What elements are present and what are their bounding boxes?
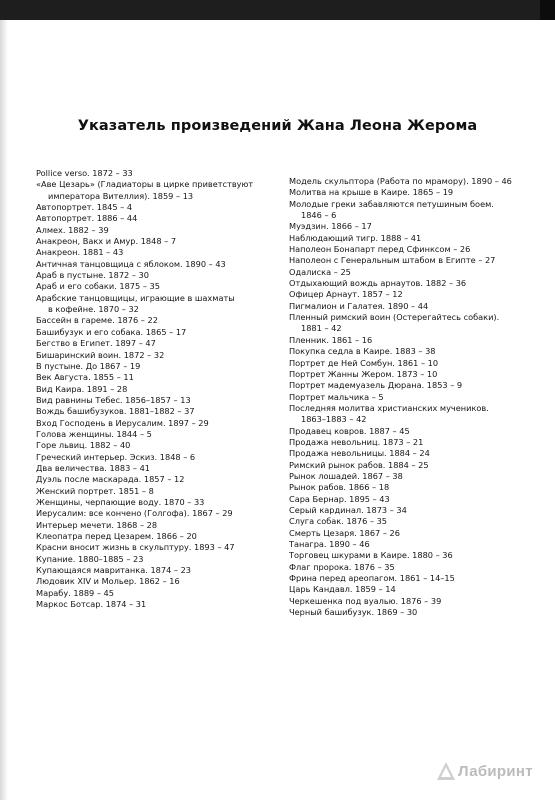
- labirint-watermark: [436, 761, 533, 781]
- index-entry-text: Отдыхающий вождь арнаутов. 1882 – 36: [289, 278, 467, 289]
- index-entry-text: Рынок рабов. 1866 – 18: [289, 482, 390, 493]
- index-entry-text: Рынок лошадей. 1867 – 38: [289, 470, 403, 481]
- index-entry-text: Продажа невольниц. 1873 – 21: [289, 436, 424, 447]
- index-entry-text: Бассейн в гареме. 1876 – 22: [36, 315, 158, 326]
- index-entry-text: Портрет Жанны Жером. 1873 – 10: [289, 368, 438, 379]
- index-entry: [289, 380, 539, 391]
- index-entry: [289, 392, 539, 403]
- index-entry: [289, 573, 539, 584]
- index-entry: [289, 289, 539, 300]
- index-entry-text: Муэдзин. 1866 – 17: [289, 221, 372, 232]
- index-entry-text: Смерть Цезаря. 1867 – 26: [289, 527, 400, 538]
- index-entry-text: Клеопатра перед Цезарем. 1866 – 20: [36, 531, 197, 541]
- index-entry-text: Два величества. 1883 – 41: [36, 462, 151, 473]
- index-entry-text: Купание. 1880–1885 – 23: [36, 553, 144, 564]
- index-entry: [289, 244, 539, 255]
- index-entry: [289, 301, 539, 312]
- index-entry: [289, 312, 539, 335]
- index-entry-text: Модель скульптора (Работа по мрамору). 1890 – 46: [289, 176, 512, 186]
- index-entry-text: Одалиска – 25: [289, 266, 351, 277]
- index-entry-text: Последняя молитва христианских мучеников.: [289, 402, 489, 413]
- index-entry: [36, 179, 276, 202]
- index-entry-text: Горе львиц. 1882 – 40: [36, 440, 131, 451]
- index-entry: [36, 372, 276, 383]
- index-entry: [36, 247, 276, 258]
- index-entry-text: Флаг пророка. 1876 – 35: [289, 561, 395, 572]
- index-entry: [36, 531, 276, 542]
- index-entry: [36, 384, 276, 395]
- index-entry-text: Портрет де Ней Сомбун. 1861 – 10: [289, 357, 439, 368]
- index-entry-text: Арабские танцовщицы, играющие в шахматы: [36, 292, 235, 303]
- index-entry: [289, 516, 539, 527]
- index-entry: [36, 463, 276, 474]
- index-entry-text: Бегство в Египет. 1897 – 47: [36, 338, 156, 349]
- index-entry-text: Голова женщины. 1844 – 5: [36, 428, 152, 439]
- index-entry-text: Греческий интерьер. Эскиз. 1848 – 6: [36, 451, 196, 462]
- page-binding-shadow: [0, 20, 8, 800]
- index-entry: [36, 281, 276, 292]
- index-entry: [289, 233, 539, 244]
- index-entry: [36, 542, 276, 553]
- index-entry-text: Марабу. 1889 – 45: [36, 587, 114, 598]
- index-entry-text: Пленный римский воин (Остерегайтесь собаки).: [289, 312, 500, 323]
- index-entry: [36, 599, 276, 610]
- index-entry: [36, 225, 276, 236]
- index-entry: [36, 588, 276, 599]
- index-entry: [36, 202, 276, 213]
- index-entry-text: Pollice verso. 1872 – 33: [36, 168, 133, 178]
- index-entry: [289, 596, 539, 607]
- index-entry: [36, 168, 276, 179]
- index-entry: [36, 486, 276, 497]
- top-dark-strip: [0, 0, 555, 20]
- index-entry-text: Слуга собак. 1876 – 35: [289, 516, 387, 527]
- index-entry-text: Пленник. 1861 – 16: [289, 334, 373, 345]
- index-entry-continuation: в кофейне. 1870 – 32: [48, 304, 139, 315]
- index-column-left: [36, 168, 276, 610]
- index-entry-text: Бишаринский воин. 1872 – 32: [36, 349, 165, 360]
- index-entry-text: Серый кардинал. 1873 – 34: [289, 504, 407, 515]
- index-entry: [36, 508, 276, 519]
- index-entry: [36, 565, 276, 576]
- index-entry: [289, 346, 539, 357]
- index-entry-text: Танагра. 1890 – 46: [289, 539, 370, 549]
- index-entry-text: Иерусалим: все кончено (Голгофа). 1867 – 29: [36, 508, 233, 519]
- index-entry: [289, 426, 539, 437]
- index-entry: [36, 452, 276, 463]
- index-entry-text: Наполеон Бонапарт перед Сфинксом – 26: [289, 244, 471, 255]
- index-entry: [289, 528, 539, 539]
- top-dark-strip-edge: [540, 0, 555, 20]
- index-entry: [36, 440, 276, 451]
- index-entry-text: Молитва на крыше в Каире. 1865 – 19: [289, 187, 454, 198]
- index-entry-text: Римский рынок рабов. 1884 – 25: [289, 459, 429, 470]
- index-entry: [36, 293, 276, 316]
- index-entry: [36, 350, 276, 361]
- index-entry: [289, 403, 539, 426]
- index-entry-continuation: 1863–1883 – 42: [301, 414, 367, 425]
- index-entry-text: Продавец ковров. 1887 – 45: [289, 425, 410, 436]
- index-entry: [36, 236, 276, 247]
- index-entry-text: Пигмалион и Галатея. 1890 – 44: [289, 300, 429, 311]
- labirint-logo-icon: [436, 761, 456, 781]
- index-entry: [289, 369, 539, 380]
- index-entry-text: Покупка седла в Каире. 1883 – 38: [289, 346, 436, 357]
- index-entry-text: Вход Господень в Иерусалим. 1897 – 29: [36, 417, 209, 428]
- index-entry-text: Век Августа. 1855 – 11: [36, 372, 134, 383]
- index-entry-text: В пустыне. До 1867 – 19: [36, 360, 141, 371]
- index-entry: [36, 520, 276, 531]
- index-entry-text: Алмех. 1882 – 39: [36, 224, 109, 235]
- index-entry-text: Женщины, черпающие воду. 1870 – 33: [36, 496, 205, 507]
- index-entry-text: Вид Каира. 1891 – 28: [36, 383, 128, 394]
- index-entry: [36, 429, 276, 440]
- index-entry: [36, 259, 276, 270]
- index-entry: [36, 315, 276, 326]
- index-entry-text: Интерьер мечети. 1868 – 28: [36, 519, 158, 530]
- index-entry: [36, 338, 276, 349]
- index-entry: [289, 255, 539, 266]
- index-column-right: [289, 176, 539, 618]
- index-entry-text: Фрина перед ареопагом. 1861 – 14–15: [289, 573, 455, 584]
- index-entry: [289, 176, 539, 187]
- index-entry: [289, 199, 539, 222]
- index-entry-text: Продажа невольницы. 1884 – 24: [289, 448, 430, 459]
- index-entry: [289, 550, 539, 561]
- index-entry: [289, 267, 539, 278]
- index-entry-text: Автопортрет. 1886 – 44: [36, 213, 138, 224]
- index-entry-text: Маркос Ботсар. 1874 – 31: [36, 599, 147, 610]
- index-entry-text: Автопортрет. 1845 – 4: [36, 202, 133, 213]
- page-title: Указатель произведений Жана Леона Жерома: [77, 118, 478, 134]
- index-entry-text: Вид равнины Тебес. 1856–1857 – 13: [36, 394, 191, 405]
- index-entry: [36, 474, 276, 485]
- index-entry-text: Торговец шкурами в Каире. 1880 – 36: [289, 550, 453, 561]
- index-entry: [36, 406, 276, 417]
- index-entry-text: Анакреон, Вакх и Амур. 1848 – 7: [36, 236, 177, 247]
- index-entry: [36, 554, 276, 565]
- index-entry-text: Офицер Арнаут. 1857 – 12: [289, 289, 403, 300]
- index-entry-continuation: 1846 – 6: [301, 210, 337, 221]
- index-entry: [289, 539, 539, 550]
- index-entry: [289, 471, 539, 482]
- index-entry-text: Молодые греки забавляются петушиным боем.: [289, 198, 494, 209]
- index-entry: [36, 576, 276, 587]
- index-entry-text: Портрет мадемуазель Дюрана. 1853 – 9: [289, 380, 463, 391]
- index-entry-text: Купающаяся мавританка. 1874 – 23: [36, 565, 192, 576]
- index-entry: [36, 361, 276, 372]
- index-entry-text: Черкешенка под вуалью. 1876 – 39: [289, 595, 442, 606]
- index-entry-text: Портрет мальчика – 5: [289, 391, 384, 402]
- index-entry-continuation: 1881 – 42: [301, 323, 342, 334]
- index-entry: [289, 482, 539, 493]
- index-entry: [36, 418, 276, 429]
- index-entry-text: Башибузук и его собака. 1865 – 17: [36, 326, 187, 337]
- index-entry: [36, 497, 276, 508]
- index-entry-text: Сара Бернар. 1895 – 43: [289, 493, 390, 504]
- index-entry: [289, 278, 539, 289]
- index-entry: [289, 358, 539, 369]
- index-entry-text: «Аве Цезарь» (Гладиаторы в цирке приветствуют: [36, 179, 254, 190]
- index-entry: [289, 584, 539, 595]
- index-entry: [289, 221, 539, 232]
- index-entry-text: Наблюдающий тигр. 1888 – 41: [289, 232, 422, 243]
- index-entry: [36, 270, 276, 281]
- index-entry: [289, 562, 539, 573]
- index-entry-text: Араб в пустыне. 1872 – 30: [36, 270, 149, 281]
- index-entry: [289, 335, 539, 346]
- index-entry-text: Красни вносит жизнь в скульптуру. 1893 – 47: [36, 542, 235, 553]
- index-entry: [289, 437, 539, 448]
- index-entry: [289, 505, 539, 516]
- index-entry-text: Античная танцовщица с яблоком. 1890 – 43: [36, 258, 226, 269]
- index-entry: [289, 187, 539, 198]
- index-entry: [36, 395, 276, 406]
- index-entry-text: Людовик XIV и Мольер. 1862 – 16: [36, 576, 180, 587]
- index-entry-continuation: императора Вителлия). 1859 – 13: [48, 190, 194, 201]
- index-entry-text: Черный башибузук. 1869 – 30: [289, 607, 418, 618]
- watermark-text: Лабиринт: [458, 762, 533, 780]
- index-entry-text: Женский портрет. 1851 – 8: [36, 485, 154, 496]
- index-entry: [289, 448, 539, 459]
- index-entry-text: Анакреон. 1881 – 43: [36, 247, 124, 258]
- index-entry-text: Вождь башибузуков. 1881–1882 – 37: [36, 406, 195, 417]
- index-entry-text: Дуэль после маскарада. 1857 – 12: [36, 474, 185, 485]
- index-entry: [289, 460, 539, 471]
- index-entry: [289, 494, 539, 505]
- index-entry: [36, 213, 276, 224]
- index-entry-text: Араб и его собаки. 1875 – 35: [36, 281, 160, 292]
- index-entry: [289, 607, 539, 618]
- index-entry-text: Наполеон с Генеральным штабом в Египте – 27: [289, 255, 496, 266]
- index-entry: [36, 327, 276, 338]
- index-entry-text: Царь Кандавл. 1859 – 14: [289, 584, 396, 595]
